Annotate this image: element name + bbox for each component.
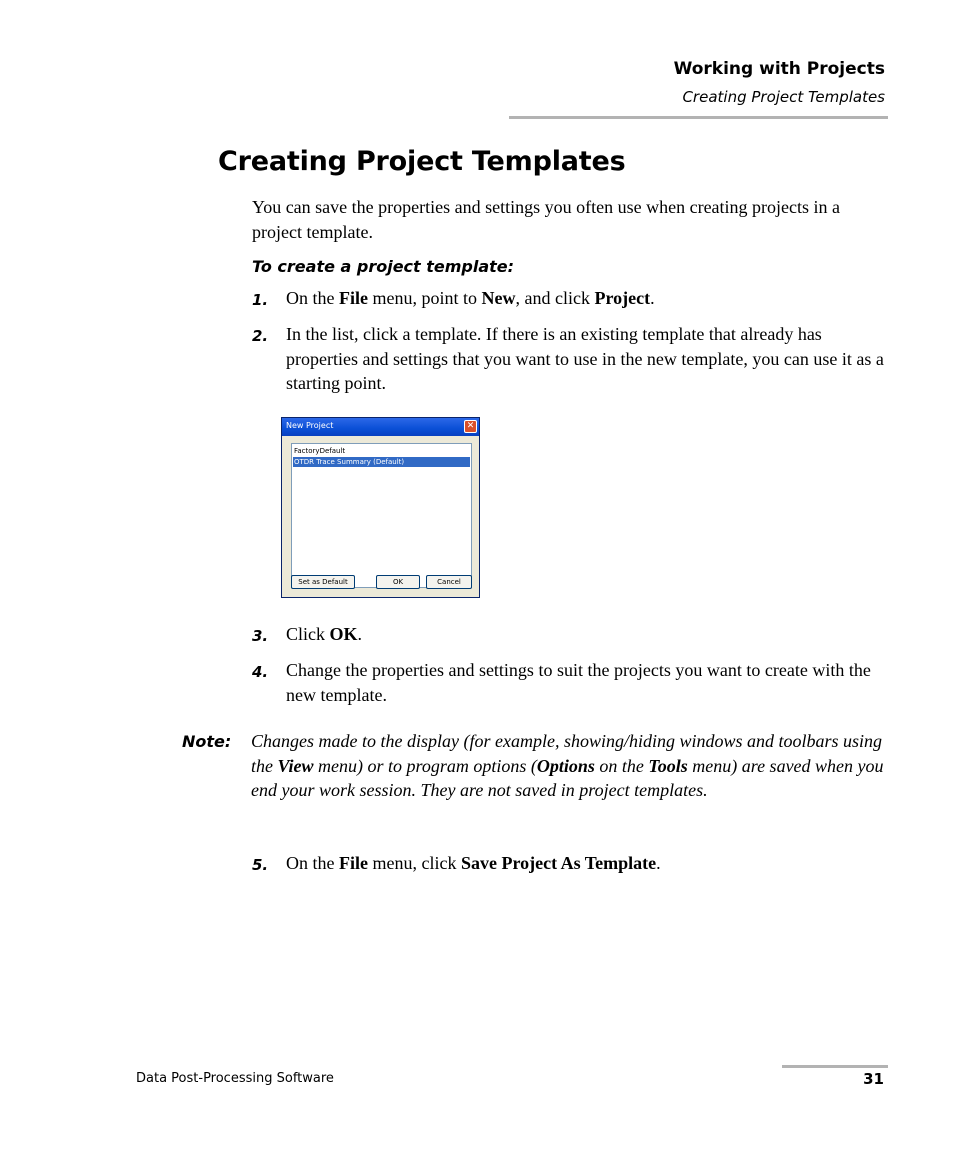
step-1 (252, 286, 892, 311)
page-title: Creating Project Templates (218, 146, 626, 177)
step-5 (252, 851, 892, 876)
footer-rule (782, 1065, 888, 1068)
cancel-button[interactable]: Cancel (426, 575, 472, 589)
page-number: 31 (863, 1070, 884, 1088)
running-header-section: Creating Project Templates (682, 88, 885, 106)
new-project-dialog (281, 417, 480, 598)
dialog-titlebar (282, 418, 479, 436)
step-text: On the File menu, point to New, and click Project. (286, 288, 655, 308)
dialog-title: New Project (286, 421, 334, 430)
running-header-chapter: Working with Projects (673, 59, 885, 79)
close-icon[interactable]: ✕ (464, 420, 477, 433)
set-as-default-button[interactable]: Set as Default (291, 575, 355, 589)
list-item[interactable]: FactoryDefault (294, 447, 346, 455)
step-3 (252, 622, 892, 647)
footer-product: Data Post-Processing Software (136, 1071, 334, 1086)
step-number: 2. (252, 327, 269, 345)
step-text: On the File menu, click Save Project As Template. (286, 853, 661, 873)
list-item-selected[interactable]: OTDR Trace Summary (Default) (293, 457, 470, 467)
step-number: 1. (252, 291, 269, 309)
step-number: 4. (252, 663, 269, 681)
procedure-heading: To create a project template: (252, 257, 515, 276)
note-label: Note: (182, 732, 232, 751)
ok-button[interactable]: OK (376, 575, 420, 589)
step-number: 5. (252, 856, 269, 874)
header-rule (509, 116, 888, 119)
step-2 (252, 322, 892, 397)
template-list[interactable] (291, 443, 472, 588)
step-text: In the list, click a template. If there is an existing template that already has properties and settings that you want to use in the new template, you can use it as a starting point. (286, 324, 884, 393)
step-text: Change the properties and settings to suit the projects you want to create with the new template. (286, 660, 871, 705)
note-text: Changes made to the display (for example, showing/hiding windows and toolbars using the View menu) or to program options (Options on the Tools menu) are saved when you end your work session. They are not saved in project templates. (251, 731, 884, 800)
step-4 (252, 658, 892, 708)
step-text: Click OK. (286, 624, 363, 644)
step-number: 3. (252, 627, 269, 645)
intro-paragraph: You can save the properties and settings you often use when creating projects in a project template. (252, 197, 841, 242)
